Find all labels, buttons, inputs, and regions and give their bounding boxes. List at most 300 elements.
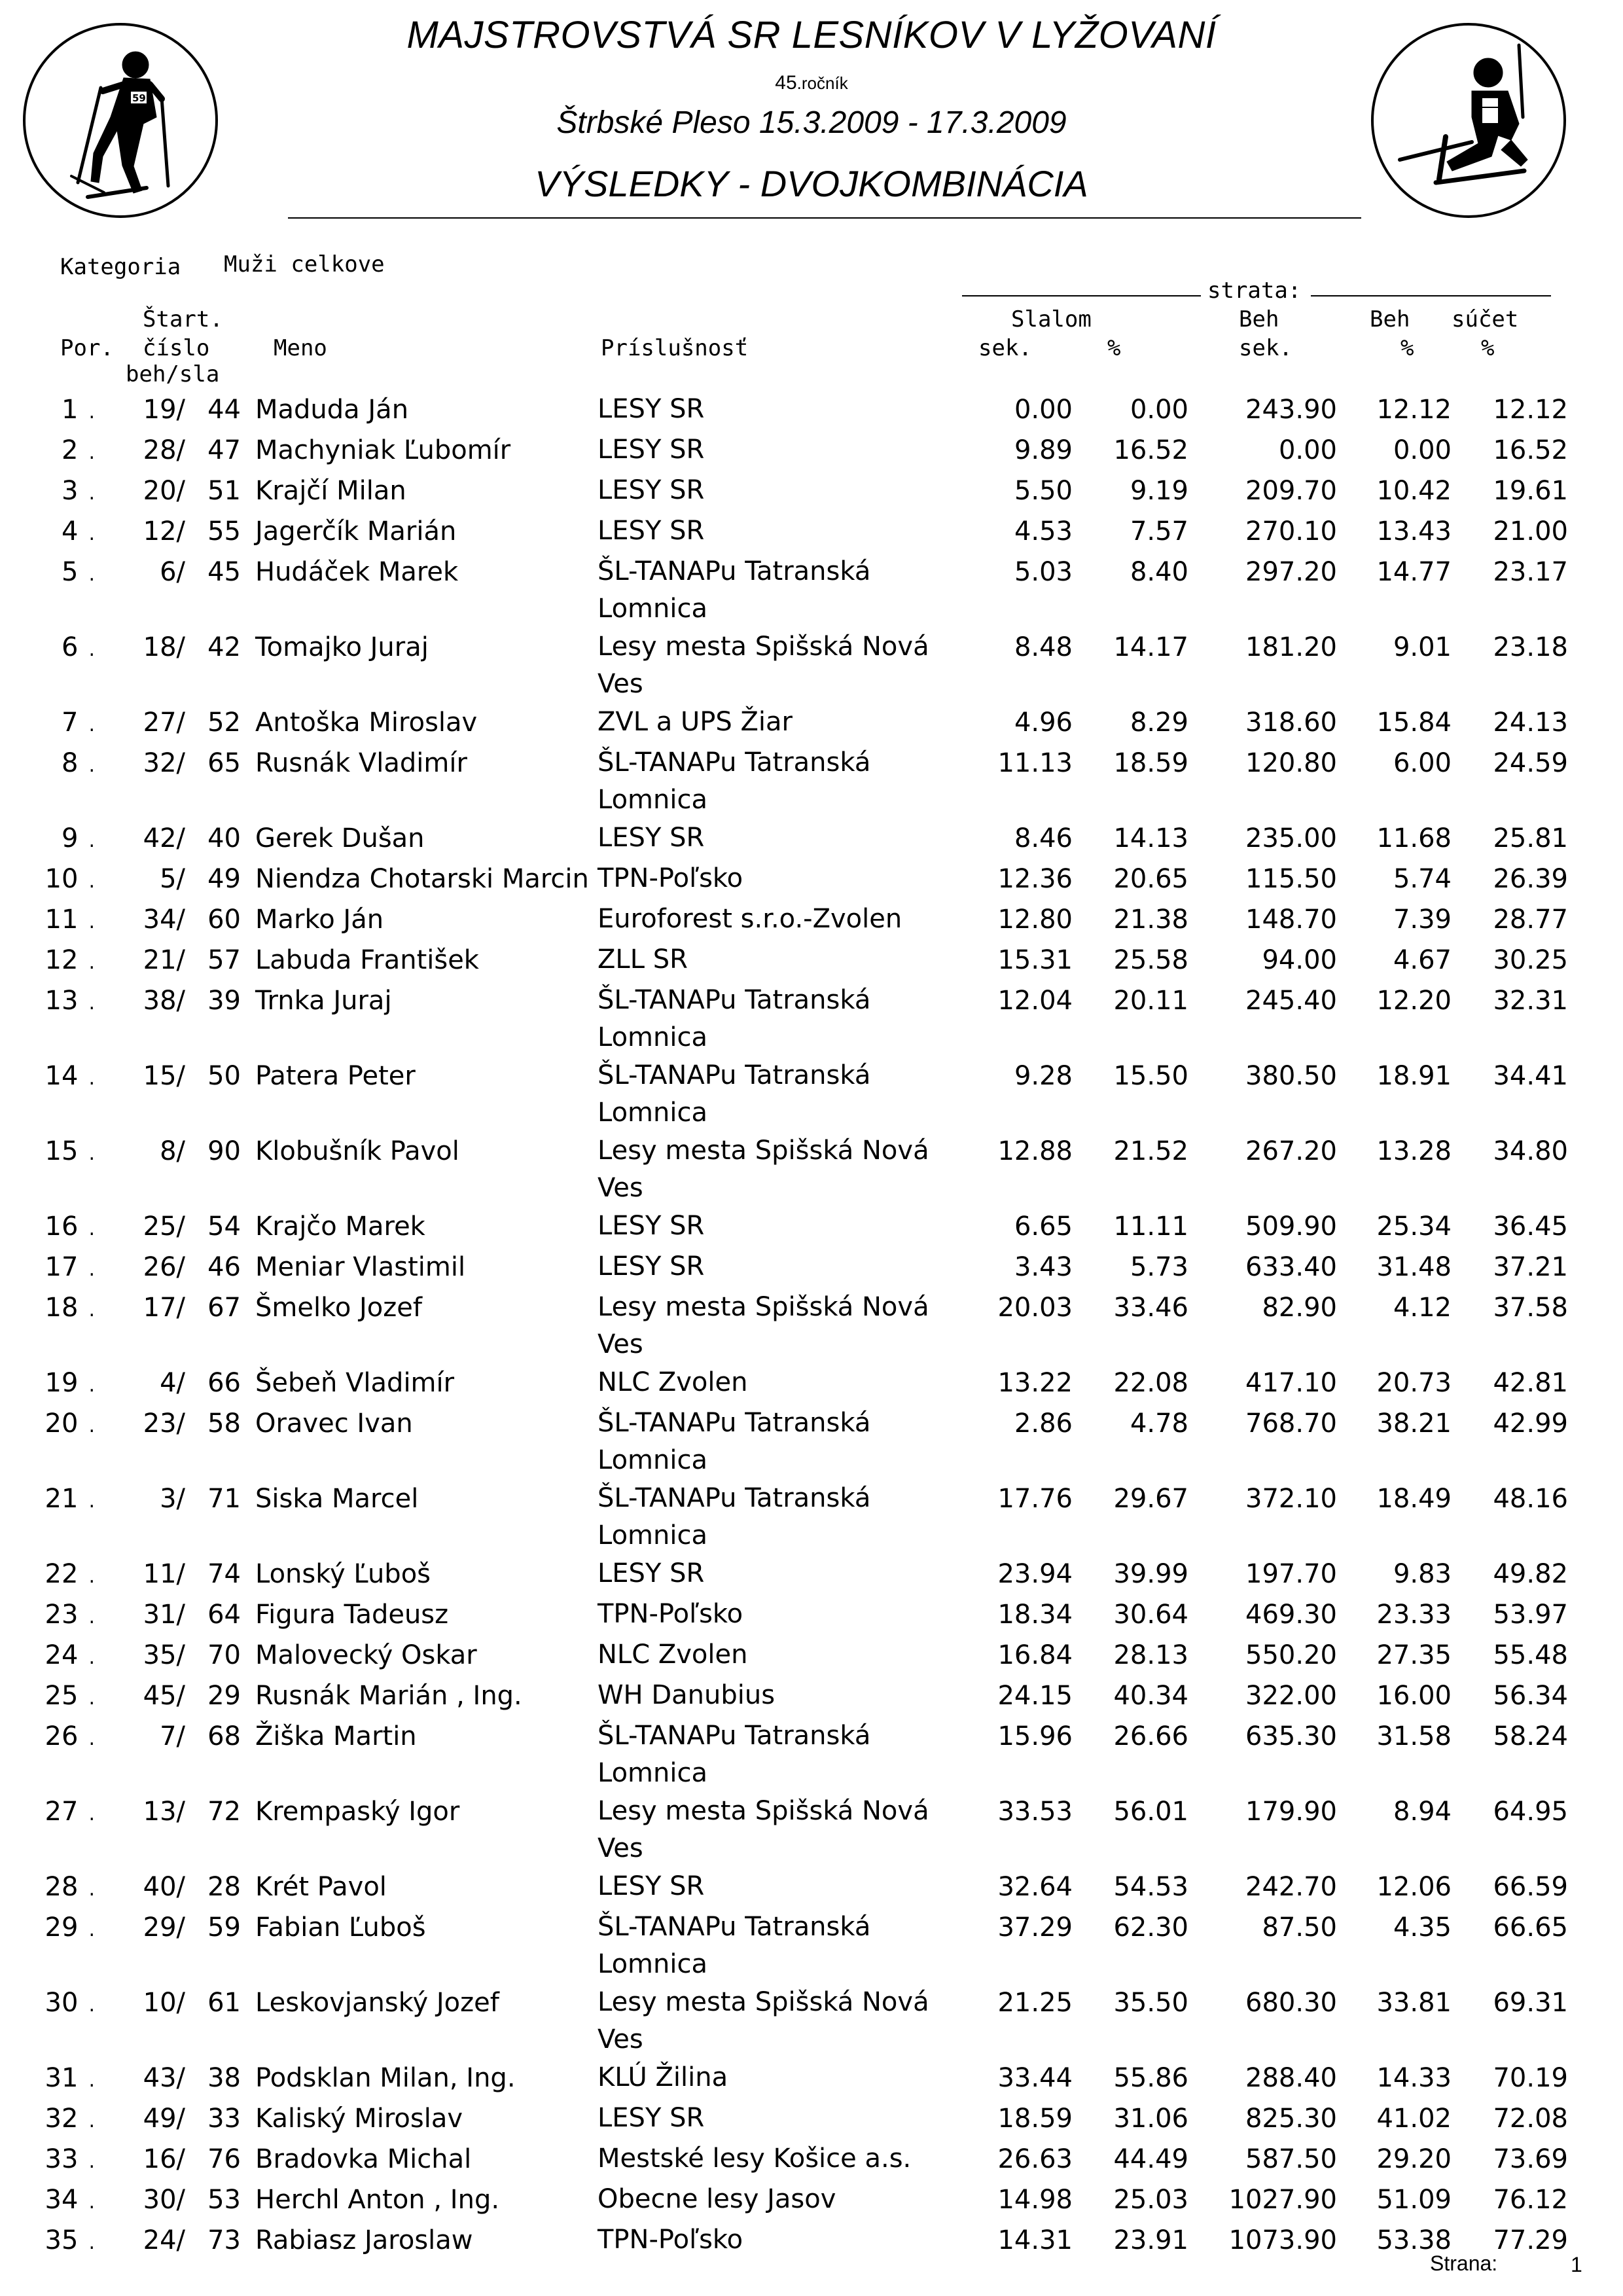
affiliation-cell [597,2181,951,2221]
table-row [0,1132,1568,1208]
rank-number: 30 [45,1988,79,2018]
spacer-cell [241,431,255,472]
beh-sek-cell: 267.20 [1245,1136,1337,1166]
affiliation-line: Lesy mesta Spišská Nová [597,1292,929,1322]
affiliation-cell [597,1289,951,1364]
beh-pct-cell: 7.39 [1393,905,1452,935]
affiliation-cell [597,2221,951,2262]
affiliation-line: LESY SR [597,2103,705,2133]
affiliation-line: Lomnica [597,1022,707,1052]
table-row [0,1909,1568,1984]
name-cell: Krajčí Milan [255,476,406,506]
beh-pct-cell: 0.00 [1393,435,1452,465]
rank-number: 32 [45,2104,79,2134]
slalom-sek-cell: 33.53 [997,1797,1073,1827]
start-sla-cell: 55 [207,516,241,547]
slalom-sek-cell: 12.80 [997,905,1073,935]
slalom-sek-cell: 12.36 [997,864,1073,894]
start-beh-cell: 10/ [143,1988,185,2018]
slalom-sek-cell: 18.59 [997,2104,1073,2134]
start-sla-cell: 50 [207,1061,241,1091]
start-sla-cell: 90 [207,1136,241,1166]
slalom-sek-cell: 14.31 [997,2225,1073,2255]
table-row [0,1248,1568,1289]
slalom-sek-cell: 5.03 [1014,557,1073,587]
affiliation-line: Euroforest s.r.o.-Zvolen [597,904,902,934]
slalom-pct-cell: 21.38 [1113,905,1188,935]
beh-sek-cell: 825.30 [1245,2104,1337,2134]
spacer-cell [241,1248,255,1289]
results-body [0,391,1568,2262]
slalom-pct-cell: 30.64 [1113,1600,1188,1630]
col-slalom-sek: sek. [978,335,1032,361]
name-cell: Malovecký Oskar [255,1640,477,1670]
spacer-cell [241,1480,255,1555]
sum-pct-cell: 32.31 [1493,986,1568,1016]
affiliation-line: TPN-Poľsko [597,863,743,893]
affiliation-cell [597,819,951,860]
sum-pct-cell: 28.77 [1493,905,1568,935]
name-cell: Krempaský Igor [255,1797,460,1827]
beh-pct-cell: 38.21 [1376,1408,1452,1439]
rank-number: 34 [45,2185,79,2215]
slalom-sek-cell: 23.94 [997,1559,1073,1589]
strata-header: strata: [1207,278,1302,304]
edition-number: 45 [775,72,797,94]
rank-number: 15 [45,1136,79,1166]
slalom-pct-cell: 8.29 [1130,708,1188,738]
affiliation-line: ŠL-TANAPu Tatranská [597,1721,871,1751]
name-cell: Gerek Dušan [255,823,425,853]
beh-sek-cell: 179.90 [1245,1797,1337,1827]
beh-sek-cell: 288.40 [1245,2063,1337,2093]
spacer-cell [241,1636,255,1677]
start-beh-cell: 18/ [143,632,185,662]
start-beh-cell: 45/ [143,1681,185,1711]
table-row [0,1480,1568,1555]
beh-sek-cell: 633.40 [1245,1252,1337,1282]
beh-sek-cell: 235.00 [1245,823,1337,853]
beh-pct-cell: 14.33 [1376,2063,1452,2093]
beh-sek-cell: 469.30 [1245,1600,1337,1630]
rank-cell: 10 . [45,864,95,894]
col-beh-sek: sek. [1239,335,1293,361]
beh-sek-cell: 82.90 [1262,1293,1337,1323]
slalom-sek-cell: 13.22 [997,1368,1073,1398]
col-beh-pct: % [1400,335,1414,361]
rank-cell: 19 . [45,1368,95,1398]
rank-number: 27 [45,1797,79,1827]
slalom-sek-cell: 11.13 [997,748,1073,778]
beh-sek-cell: 587.50 [1245,2144,1337,2174]
rank-cell: 8 . [62,748,95,778]
table-row [0,901,1568,941]
rank-cell: 5 . [62,557,95,587]
col-por: Por. [60,335,114,361]
beh-pct-cell: 15.84 [1376,708,1452,738]
rank-number: 33 [45,2144,79,2174]
spacer-cell [241,1289,255,1364]
affiliation-cell [597,1405,951,1480]
beh-sek-cell: 372.10 [1245,1484,1337,1514]
rank-number: 3 [62,476,79,506]
slalom-pct-cell: 22.08 [1113,1368,1188,1398]
affiliation-cell [597,2100,951,2140]
slalom-pct-cell: 20.65 [1113,864,1188,894]
affiliation-line: ŠL-TANAPu Tatranská [597,1408,871,1438]
slalom-pct-cell: 9.19 [1130,476,1188,506]
spacer-cell [241,628,255,704]
start-beh-cell: 16/ [143,2144,185,2174]
affiliation-line: Ves [597,1173,643,1203]
affiliation-line: KLÚ Žilina [597,2062,728,2092]
affiliation-line: Lomnica [597,1520,707,1551]
slalom-sek-cell: 17.76 [997,1484,1073,1514]
affiliation-line: Mestské lesy Košice a.s. [597,2144,912,2174]
table-row [0,941,1568,982]
beh-pct-cell: 9.83 [1393,1559,1452,1589]
slalom-pct-cell: 28.13 [1113,1640,1188,1670]
beh-pct-cell: 12.06 [1376,1872,1452,1902]
rank-number: 25 [45,1681,79,1711]
rank-number: 24 [45,1640,79,1670]
svg-text:59: 59 [132,92,146,104]
spacer-cell [241,1984,255,2059]
beh-sek-cell: 148.70 [1245,905,1337,935]
name-cell: Hudáček Marek [255,557,459,587]
spacer-cell [241,819,255,860]
beh-sek-cell: 115.50 [1245,864,1337,894]
start-beh-cell: 19/ [143,395,185,425]
start-beh-cell: 25/ [143,1211,185,1242]
affiliation-cell [597,941,951,982]
affiliation-cell [597,1596,951,1636]
spacer-cell [241,901,255,941]
location-dates: Štrbské Pleso 15.3.2009 - 17.3.2009 [556,105,1067,140]
table-row [0,472,1568,512]
name-cell: Antoška Miroslav [255,708,478,738]
rank-number: 14 [45,1061,79,1091]
start-sla-cell: 70 [207,1640,241,1670]
slalom-sek-cell: 33.44 [997,2063,1073,2093]
slalom-sek-cell: 15.96 [997,1721,1073,1751]
slalom-sek-cell: 12.88 [997,1136,1073,1166]
start-beh-cell: 21/ [143,945,185,975]
beh-pct-cell: 41.02 [1376,2104,1452,2134]
beh-pct-cell: 4.67 [1393,945,1452,975]
beh-pct-cell: 6.00 [1393,748,1452,778]
affiliation-line: Lomnica [597,1758,707,1788]
start-sla-cell: 40 [207,823,241,853]
col-start-line1: Štart. [143,306,223,332]
beh-sek-cell: 509.90 [1245,1211,1337,1242]
sum-pct-cell: 24.13 [1493,708,1568,738]
spacer-cell [241,1909,255,1984]
slalom-pct-cell: 5.73 [1130,1252,1188,1282]
affiliation-line: Lesy mesta Spišská Nová [597,1136,929,1166]
slalom-pct-cell: 23.91 [1113,2225,1188,2255]
rank-cell: 4 . [62,516,95,547]
affiliation-line: Lomnica [597,1949,707,1979]
slalom-sek-cell: 16.84 [997,1640,1073,1670]
sum-pct-cell: 77.29 [1493,2225,1568,2255]
slalom-pct-cell: 16.52 [1113,435,1188,465]
rank-cell: 7 . [62,708,95,738]
start-beh-cell: 34/ [143,905,185,935]
affiliation-cell [597,1364,951,1405]
table-row [0,1208,1568,1248]
start-sla-cell: 53 [207,2185,241,2215]
start-beh-cell: 29/ [143,1912,185,1943]
beh-sek-cell: 1073.90 [1228,2225,1337,2255]
rank-number: 8 [62,748,79,778]
affiliation-line: Lomnica [597,594,707,624]
affiliation-cell [597,982,951,1057]
start-beh-cell: 3/ [160,1484,185,1514]
sum-pct-cell: 12.12 [1493,395,1568,425]
table-row [0,1984,1568,2059]
affiliation-line: Lesy mesta Spišská Nová [597,1987,929,2017]
results-table [0,391,1568,2262]
beh-pct-cell: 20.73 [1376,1368,1452,1398]
rank-cell: 34 . [45,2185,95,2215]
start-beh-cell: 20/ [143,476,185,506]
sum-pct-cell: 49.82 [1493,1559,1568,1589]
affiliation-cell [597,472,951,512]
affiliation-line: Ves [597,2024,643,2054]
start-sla-cell: 29 [207,1681,241,1711]
affiliation-line: LESY SR [597,1558,705,1588]
slalom-pct-cell: 4.78 [1130,1408,1188,1439]
rank-number: 4 [62,516,79,547]
affiliation-cell [597,1793,951,1868]
start-sla-cell: 46 [207,1252,241,1282]
beh-pct-cell: 53.38 [1376,2225,1452,2255]
sum-pct-cell: 37.58 [1493,1293,1568,1323]
beh-pct-cell: 31.58 [1376,1721,1452,1751]
start-sla-cell: 47 [207,435,241,465]
affiliation-line: WH Danubius [597,1680,776,1710]
spacer-cell [241,2100,255,2140]
col-start-line2: číslo [143,335,210,361]
beh-sek-cell: 550.20 [1245,1640,1337,1670]
start-sla-cell: 28 [207,1872,241,1902]
table-row [0,1405,1568,1480]
rank-number: 2 [62,435,79,465]
name-cell: Rusnák Marián , Ing. [255,1681,522,1711]
sum-pct-cell: 42.99 [1493,1408,1568,1439]
affiliation-line: LESY SR [597,435,705,465]
name-cell: Fabian Ľuboš [255,1912,426,1943]
affiliation-line: Lomnica [597,1445,707,1475]
affiliation-line: Obecne lesy Jasov [597,2184,836,2214]
start-beh-cell: 5/ [160,864,185,894]
rank-number: 21 [45,1484,79,1514]
start-sla-cell: 49 [207,864,241,894]
slalom-sek-cell: 20.03 [997,1293,1073,1323]
slalom-sek-cell: 4.96 [1014,708,1073,738]
beh-sek-cell: 318.60 [1245,708,1337,738]
rank-cell: 29 . [45,1912,95,1943]
beh-sek-cell: 635.30 [1245,1721,1337,1751]
rank-cell: 2 . [62,435,95,465]
beh-pct-cell: 5.74 [1393,864,1452,894]
slalom-sek-cell: 24.15 [997,1681,1073,1711]
sum-pct-cell: 64.95 [1493,1797,1568,1827]
rank-cell: 31 . [45,2063,95,2093]
beh-pct-cell: 4.35 [1393,1912,1452,1943]
affiliation-line: Ves [597,669,643,699]
affiliation-line: Lesy mesta Spišská Nová [597,1796,929,1826]
slalom-sek-cell: 4.53 [1014,516,1073,547]
sum-pct-cell: 70.19 [1493,2063,1568,2093]
spacer-cell [241,982,255,1057]
sum-pct-cell: 55.48 [1493,1640,1568,1670]
table-row [0,553,1568,628]
slalom-sek-cell: 32.64 [997,1872,1073,1902]
spacer-cell [241,1717,255,1793]
table-row [0,1057,1568,1132]
affiliation-cell [597,1868,951,1909]
affiliation-line: Ves [597,1833,643,1863]
beh-pct-cell: 16.00 [1376,1681,1452,1711]
beh-sek-cell: 245.40 [1245,986,1337,1016]
rank-cell: 1 . [62,395,95,425]
name-cell: Figura Tadeusz [255,1600,449,1630]
start-sla-cell: 65 [207,748,241,778]
affiliation-line: LESY SR [597,1251,705,1282]
affiliation-line: LESY SR [597,823,705,853]
slalom-pct-cell: 15.50 [1113,1061,1188,1091]
affiliation-cell [597,1480,951,1555]
name-cell: Oravec Ivan [255,1408,413,1439]
affiliation-line: Lesy mesta Spišská Nová [597,632,929,662]
rank-number: 11 [45,905,79,935]
affiliation-line: ZLL SR [597,944,688,975]
start-beh-cell: 49/ [143,2104,185,2134]
start-beh-cell: 27/ [143,708,185,738]
affiliation-cell [597,391,951,431]
start-beh-cell: 7/ [160,1721,185,1751]
affiliation-line: ŠL-TANAPu Tatranská [597,1912,871,1942]
affiliation-cell [597,1057,951,1132]
affiliation-line: LESY SR [597,1871,705,1901]
rank-cell: 6 . [62,632,95,662]
sum-pct-cell: 56.34 [1493,1681,1568,1711]
start-beh-cell: 42/ [143,823,185,853]
spacer-cell [241,1132,255,1208]
affiliation-cell [597,1717,951,1793]
spacer-cell [241,1868,255,1909]
beh-sek-cell: 181.20 [1245,632,1337,662]
slalom-sek-cell: 5.50 [1014,476,1073,506]
sum-pct-cell: 37.21 [1493,1252,1568,1282]
affiliation-cell [597,512,951,553]
spacer-cell [241,391,255,431]
start-sla-cell: 33 [207,2104,241,2134]
affiliation-cell [597,628,951,704]
table-row [0,1555,1568,1596]
downhill-skier-icon [1371,23,1566,218]
table-row [0,1868,1568,1909]
affiliation-line: LESY SR [597,475,705,505]
table-row [0,704,1568,744]
name-cell: Šmelko Jozef [255,1293,422,1323]
page-number: 1 [1571,2253,1582,2276]
sum-pct-cell: 53.97 [1493,1600,1568,1630]
start-sla-cell: 66 [207,1368,241,1398]
rank-cell: 11 . [45,905,95,935]
affiliation-cell [597,1984,951,2059]
col-name: Meno [274,335,327,361]
slalom-pct-cell: 7.57 [1130,516,1188,547]
slalom-sek-cell: 14.98 [997,2185,1073,2215]
affiliation-line: Lomnica [597,1098,707,1128]
start-sla-cell: 45 [207,557,241,587]
beh-pct-cell: 33.81 [1376,1988,1452,2018]
col-sucet-pct: % [1481,335,1495,361]
spacer-cell [241,941,255,982]
rank-number: 19 [45,1368,79,1398]
rank-cell: 27 . [45,1797,95,1827]
affiliation-cell [597,704,951,744]
rank-number: 1 [62,395,79,425]
name-cell: Machyniak Ľubomír [255,435,511,465]
name-cell: Niendza Chotarski Marcin [255,864,589,894]
sum-pct-cell: 76.12 [1493,2185,1568,2215]
col-sucet: súčet [1452,306,1519,332]
affiliation-cell [597,1909,951,1984]
table-row [0,1596,1568,1636]
slalom-pct-cell: 21.52 [1113,1136,1188,1166]
sum-pct-cell: 36.45 [1493,1211,1568,1242]
beh-pct-cell: 12.20 [1376,986,1452,1016]
slalom-pct-cell: 55.86 [1113,2063,1188,2093]
start-beh-cell: 11/ [143,1559,185,1589]
col-beh: Beh [1239,306,1279,332]
name-cell: Tomajko Juraj [255,632,429,662]
spacer-cell [241,2059,255,2100]
affiliation-line: ŠL-TANAPu Tatranská [597,1060,871,1090]
rank-cell: 26 . [45,1721,95,1751]
slalom-pct-cell: 29.67 [1113,1484,1188,1514]
name-cell: Podsklan Milan, Ing. [255,2063,516,2093]
slalom-pct-cell: 56.01 [1113,1797,1188,1827]
name-cell: Kaliský Miroslav [255,2104,463,2134]
slalom-pct-cell: 33.46 [1113,1293,1188,1323]
spacer-cell [241,1405,255,1480]
rank-number: 12 [45,945,79,975]
rank-number: 16 [45,1211,79,1242]
beh-pct-cell: 13.43 [1376,516,1452,547]
start-beh-cell: 40/ [143,1872,185,1902]
affiliation-line: TPN-Poľsko [597,2225,743,2255]
rank-cell: 14 . [45,1061,95,1091]
beh-sek-cell: 680.30 [1245,1988,1337,2018]
affiliation-line: ŠL-TANAPu Tatranská [597,747,871,778]
table-row [0,1364,1568,1405]
strata-rule-left [962,295,1201,296]
sum-pct-cell: 34.41 [1493,1061,1568,1091]
beh-sek-cell: 120.80 [1245,748,1337,778]
category-label: Kategoria [60,254,181,280]
table-row [0,2181,1568,2221]
sum-pct-cell: 23.17 [1493,557,1568,587]
sum-pct-cell: 58.24 [1493,1721,1568,1751]
sum-pct-cell: 30.25 [1493,945,1568,975]
rank-number: 31 [45,2063,79,2093]
rank-cell: 20 . [45,1408,95,1439]
